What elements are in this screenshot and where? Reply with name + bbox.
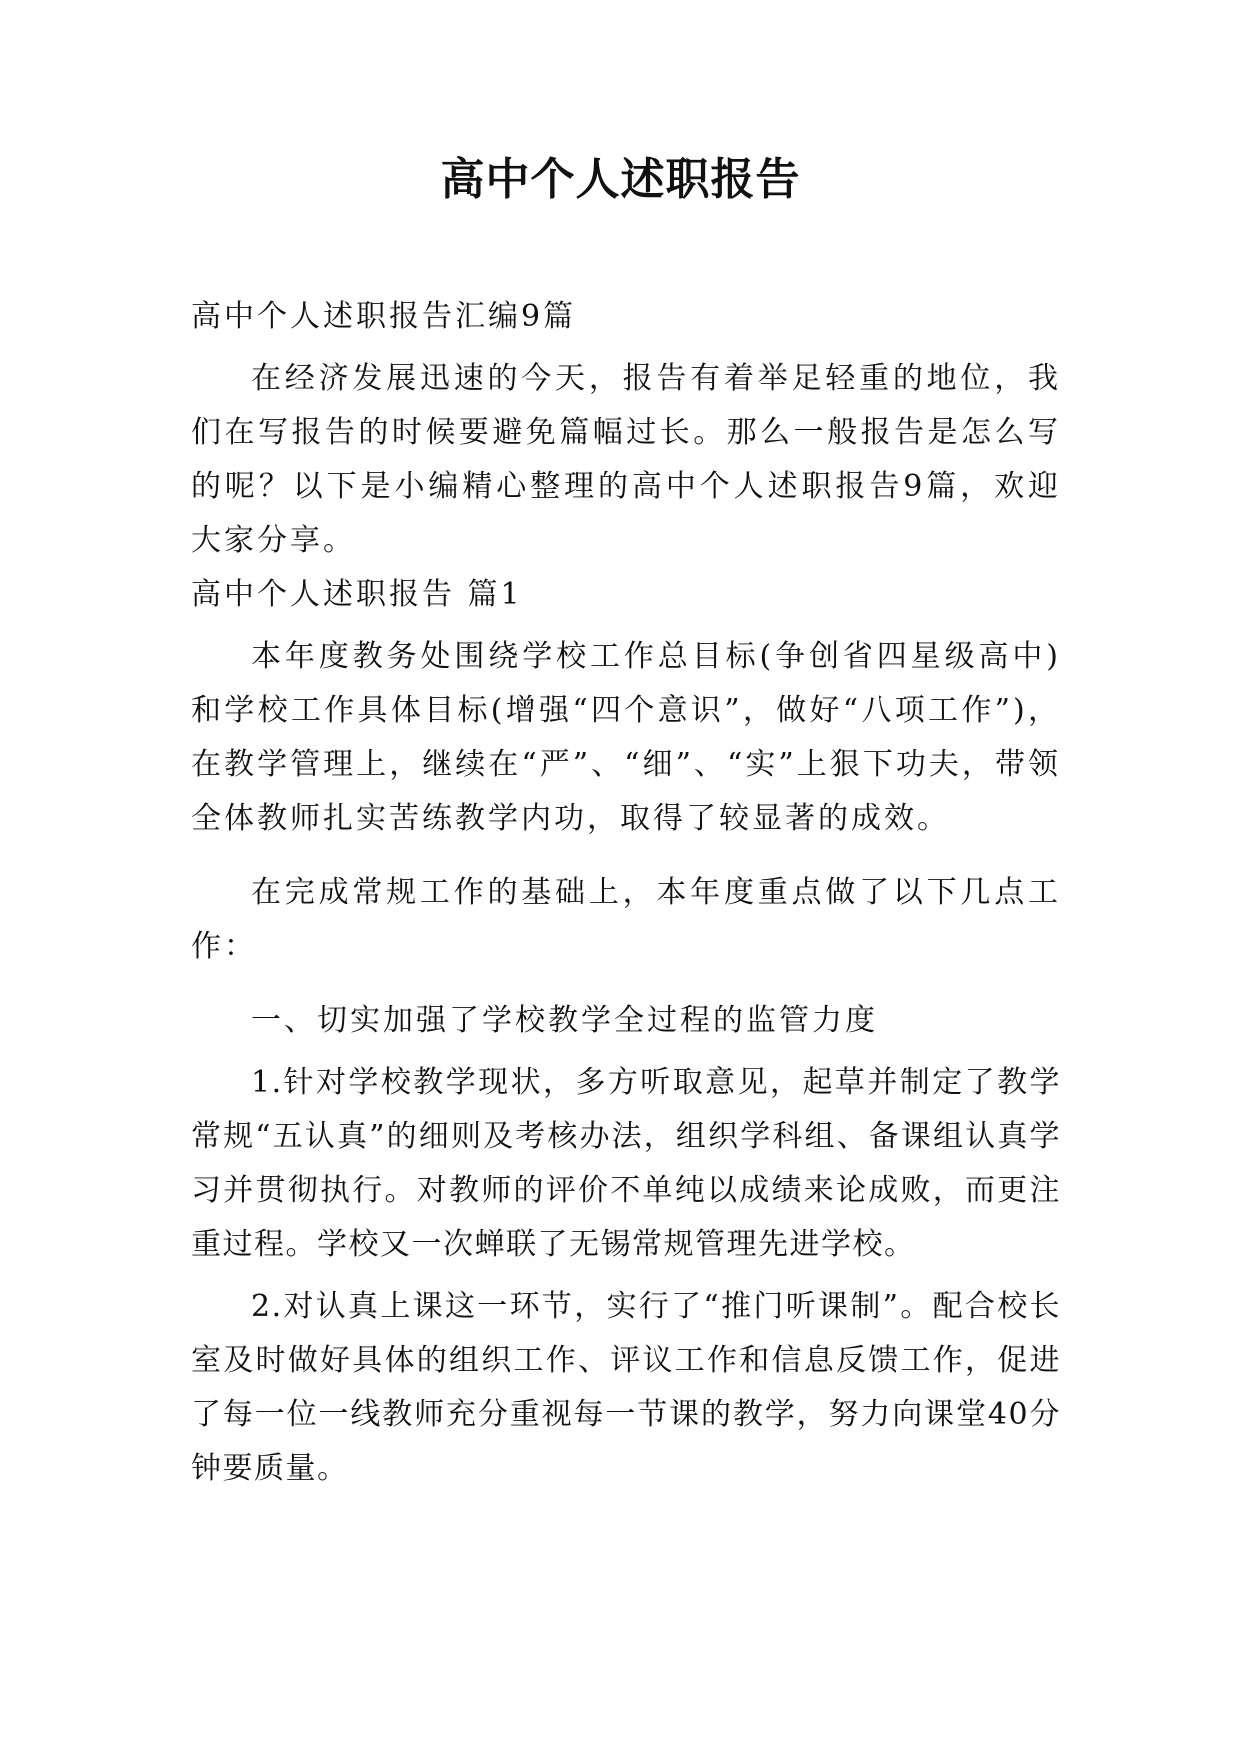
list-item: 1.针对学校教学现状，多方听取意见，起草并制定了教学常规“五认真”的细则及考核办法，组织学科组、备课组认真学习并贯彻执行。对教师的评价不单纯以成绩来论成败，而更注重过程。学校又一次蝉联了无锡常规管理先进学校。 [191,1065,1061,1262]
body-paragraph: 本年度教务处围绕学校工作总目标(争创省四星级高中)和学校工作具体目标(增强“四个意识”，做好“八项工作”)，在教学管理上，继续在“严”、“细”、“实”上狠下功夫，带领全体教师扎实苦练教学内功，取得了较显著的成效。 [191,639,1061,836]
list-item: 2.对认真上课这一环节，实行了“推门听课制”。配合校长室及时做好具体的组织工作、评议工作和信息反馈工作，促进了每一位一线教师充分重视每一节课的教学，努力向课堂40分钟要质量。 [191,1289,1061,1486]
document-title: 高中个人述职报告 [440,154,801,205]
intro-paragraph: 在经济发展迅速的今天，报告有着举足轻重的地位，我们在写报告的时候要避免篇幅过长。那么一般报告是怎么写的呢？以下是小编精心整理的高中个人述职报告9篇，欢迎大家分享。 [191,361,1061,558]
list-heading: 一、切实加强了学校教学全过程的监管力度 [251,1003,878,1038]
subtitle-line: 高中个人述职报告汇编9篇 [191,299,577,334]
body-paragraph: 在完成常规工作的基础上，本年度重点做了以下几点工作： [191,875,1061,964]
document-body [191,290,1061,1496]
section-heading: 高中个人述职报告 篇1 [191,577,523,612]
